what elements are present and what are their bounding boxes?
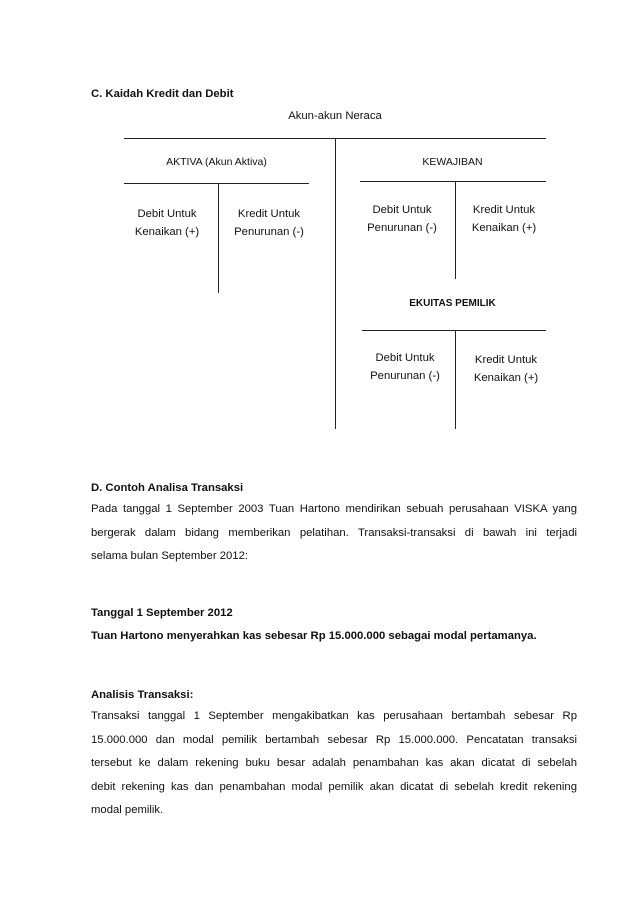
aktiva-debit-line-1: Debit Untuk [137,208,197,220]
kewajiban-debit-line-2: Penurunan (-) [367,222,437,234]
aktiva-divider [218,183,219,293]
date-heading: Tanggal 1 September 2012 [91,607,233,619]
kewajiban-kredit [458,201,550,237]
aktiva-kredit [224,205,314,241]
analysis-line-3: tersebut ke dalam rekening buku besar adalah penambahan kas akan dicatat di sebelah [91,757,577,769]
ekuitas-kredit-line-2: Kenaikan (+) [473,372,539,384]
section-c-heading: C. Kaidah Kredit dan Debit [91,88,234,100]
kewajiban-kredit-line-1: Kredit Untuk [472,204,536,216]
analysis-heading: Analisis Transaksi: [91,689,194,701]
aktiva-kredit-line-2: Penurunan (-) [234,226,304,238]
analysis-paragraph [91,705,577,823]
kewajiban-debit-line-1: Debit Untuk [372,204,432,216]
ekuitas-line [362,330,546,331]
aktiva-title: AKTIVA (Akun Aktiva) [166,156,267,168]
intro-line-1: Pada tanggal 1 September 2003 Tuan Hartono mendirikan sebuah perusahaan VISKA yang [91,503,577,515]
aktiva-debit-line-2: Kenaikan (+) [134,226,200,238]
analysis-line-2: 15.000.000 dan modal pemilik bertambah sebesar Rp 15.000.000. Pencatatan transaksi [91,733,577,746]
kewajiban-kredit-line-2: Kenaikan (+) [471,222,537,234]
ekuitas-kredit [460,351,552,387]
transaction-text: Tuan Hartono menyerahkan kas sebesar Rp 15.000.000 sebagai modal pertamanya. [91,630,537,642]
section-d-heading: D. Contoh Analisa Transaksi [91,482,244,494]
analysis-line-4: debit rekening kas dan penambahan modal pemilik akan dicatat di sebelah kredit rekening [91,780,577,793]
kewajiban-title: KEWAJIBAN [422,156,483,168]
ekuitas-kredit-line-1: Kredit Untuk [474,354,538,366]
ekuitas-title: EKUITAS PEMILIK [409,298,496,309]
ekuitas-debit [355,349,455,385]
ekuitas-debit-line-2: Penurunan (-) [370,370,440,382]
analysis-line-5: modal pemilik. [91,804,164,816]
aktiva-line [124,183,309,184]
kewajiban-debit [352,201,452,237]
kewajiban-divider [455,181,456,279]
kewajiban-line [360,181,546,182]
ekuitas-debit-line-1: Debit Untuk [375,352,435,364]
intro-line-2: bergerak dalam bidang memberikan pelatihan. Transaksi-transaksi di bawah ini terjadi [91,526,577,539]
aktiva-debit [122,205,212,241]
ekuitas-divider [455,330,456,429]
analysis-line-1: Transaksi tanggal 1 September mengakibatkan kas perusahaan bertambah sebesar Rp [91,710,577,722]
intro-line-3: selama bulan September 2012: [91,550,249,562]
intro-paragraph [91,498,577,569]
aktiva-kredit-line-1: Kredit Untuk [237,208,301,220]
diagram-title: Akun-akun Neraca [288,110,382,122]
center-divider [335,138,336,429]
